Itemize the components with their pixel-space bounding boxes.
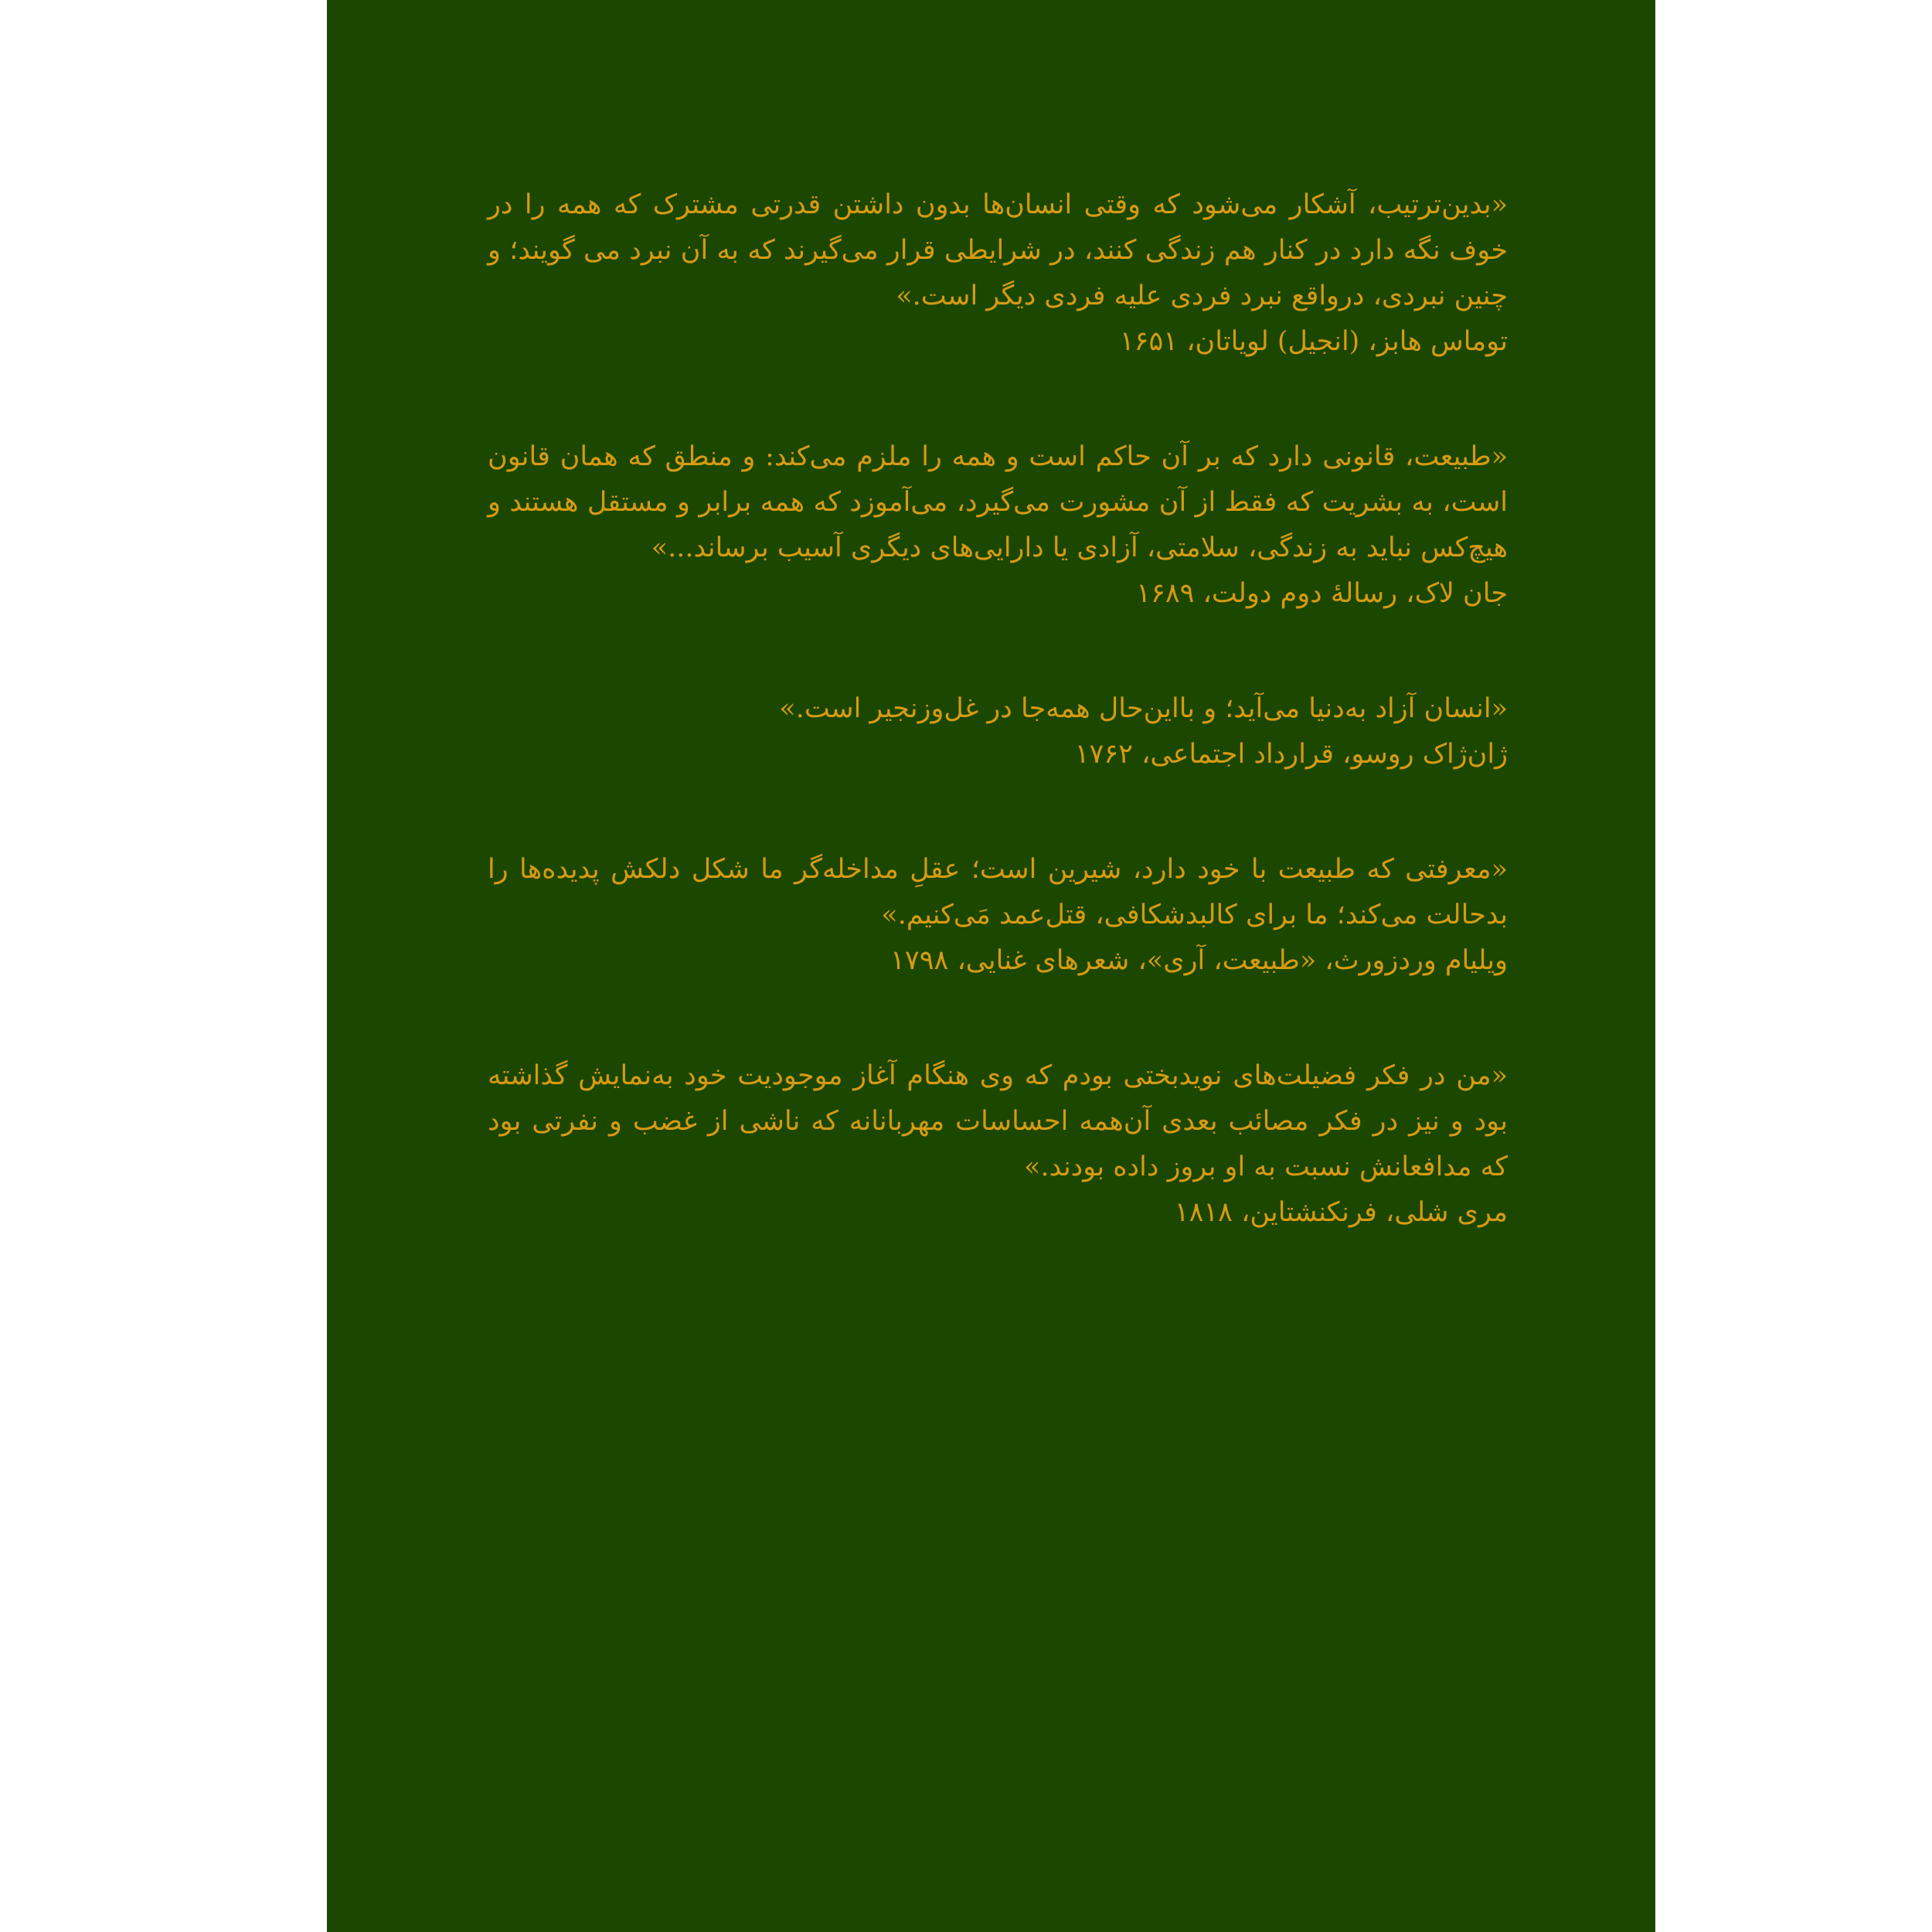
quote-block [488, 182, 1508, 365]
quote-text: «معرفتی که طبیعت با خود دارد، شیرین است؛ عقلِ مداخله‌گر ما شکل دلکش پدیده‌ها را بدحالت می‌کند؛ ما برای کالبدشکافی، قتل‌عمد مَی‌کنیم.» [488, 854, 1508, 930]
epigraph-list [488, 182, 1508, 1305]
quote-source: جان لاک، رسالهٔ دوم دولت، ۱۶۸۹ [1136, 578, 1508, 609]
quote-block [488, 434, 1508, 617]
quote-text: «انسان آزاد به‌دنیا می‌آید؛ و بااین‌حال همه‌جا در غل‌وزنجیر است.» [779, 693, 1508, 724]
quote-block [488, 1053, 1508, 1236]
quote-text: «طبیعت، قانونی دارد که بر آن حاکم است و همه را ملزم می‌کند: و منطق که همان قانون است، به بشریت که فقط از آن مشورت می‌گیرد، می‌آموزد که همه برابر و مستقل هستند و هیچ‌کس نباید به زندگی، سلامتی، آزادی یا دارایی‌های دیگری آسیب برساند...» [488, 441, 1508, 563]
quote-block [488, 686, 1508, 777]
quote-text: «من در فکر فضیلت‌های نویدبختی بودم که وی هنگام آغاز موجودیت خود به‌نمایش گذاشته بود و نیز در فکر مصائب بعدی آن‌همه احساسات مهربانانه که ناشی از غضب و نفرتی بود که مدافعانش نسبت به او بروز داده بودند.» [488, 1060, 1508, 1182]
book-page [327, 0, 1655, 1932]
quote-text: «بدین‌ترتیب، آشکار می‌شود که وقتی انسان‌ها بدون داشتن قدرتی مشترک که همه را در خوف نگه دارد در کنار هم زندگی کنند، در شرایطی قرار می‌گیرند که به آن نبرد می گویند؛ و چنین نبردی، درواقع نبرد فردی علیه فردی دیگر است.» [488, 189, 1508, 311]
quote-source: توماس هابز، (انجیل) لویاتان، ۱۶۵۱ [1119, 326, 1508, 357]
quote-source: مری شلی، فرنکنشتاین، ۱۸۱۸ [1174, 1197, 1508, 1228]
quote-source: ویلیام وردزورث، «طبیعت، آری»، شعرهای غنایی، ۱۷۹۸ [890, 945, 1508, 976]
quote-block [488, 847, 1508, 984]
quote-source: ژان‌ژاک روسو، قرارداد اجتماعی، ۱۷۶۲ [1074, 739, 1508, 770]
